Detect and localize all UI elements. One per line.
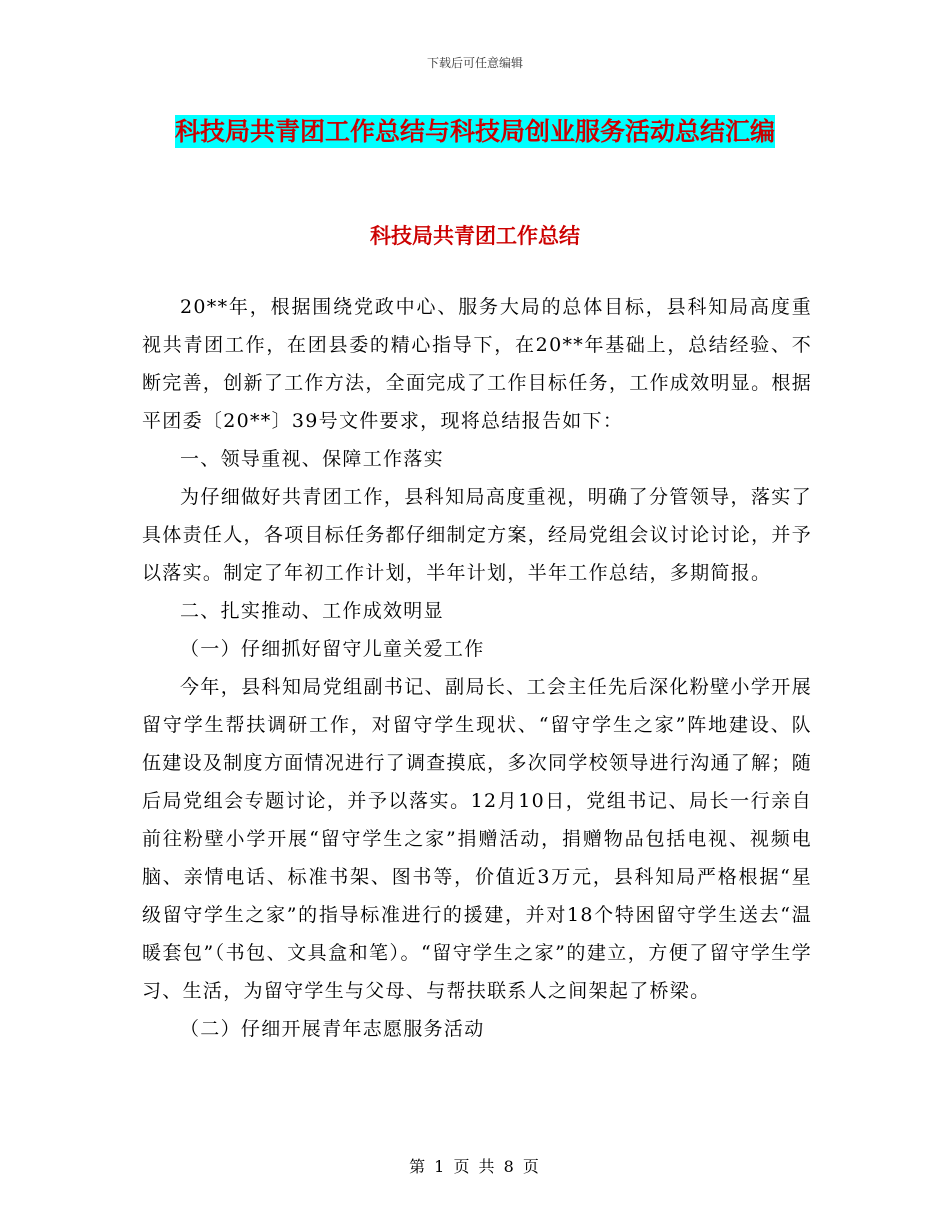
header-note: 下载后可任意编辑 <box>426 56 523 70</box>
document-body <box>142 288 812 1048</box>
heading-two: 二、扎实推动、工作成效明显 <box>180 600 444 622</box>
paragraph-leadership: 为仔细做好共青团工作，县科知局高度重视，明确了分管领导，落实了具体责任人，各项目标任务都仔细制定方案，经局党组会议讨论讨论，并予以落实。制定了年初工作计划，半年计划，半年工作总结，多期简报。 <box>142 486 812 584</box>
document-title <box>140 110 810 154</box>
heading-one: 一、领导重视、保障工作落实 <box>180 448 444 470</box>
document-title-text: 科技局共青团工作总结与科技局创业服务活动总结汇编 <box>174 117 775 146</box>
subheading-two: （二）仔细开展青年志愿服务活动 <box>180 1018 485 1040</box>
paragraph-intro: 20**年，根据围绕党政中心、服务大局的总体目标，县科知局高度重视共青团工作，在团县委的精心指导下，在20**年基础上，总结经验、不断完善，创新了工作方法，全面完成了工作目标任务，工作成效明显。根据平团委〔20**〕39号文件要求，现将总结报告如下： <box>142 296 812 432</box>
page-footer: 第 1 页 共 8 页 <box>409 1157 541 1176</box>
subheading-one: （一）仔细抓好留守儿童关爱工作 <box>180 638 485 660</box>
section-title: 科技局共青团工作总结 <box>370 224 580 248</box>
paragraph-left-behind-children: 今年，县科知局党组副书记、副局长、工会主任先后深化粉壁小学开展留守学生帮扶调研工作，对留守学生现状、“留守学生之家”阵地建设、队伍建设及制度方面情况进行了调查摸底，多次同学校领导进行沟通了解；随后局党组会专题讨论，并予以落实。12月10日，党组书记、局长一行亲自前往粉壁小学开展“留守学生之家”捐赠活动，捐赠物品包括电视、视频电脑、亲情电话、标准书架、图书等，价值近3万元，县科知局严格根据“星级留守学生之家”的指导标准进行的援建，并对18个特困留守学生送去“温暖套包”（书包、文具盒和笔）。“留守学生之家”的建立，方便了留守学生学习、生活，为留守学生与父母、与帮扶联系人之间架起了桥梁。 <box>142 676 812 1002</box>
